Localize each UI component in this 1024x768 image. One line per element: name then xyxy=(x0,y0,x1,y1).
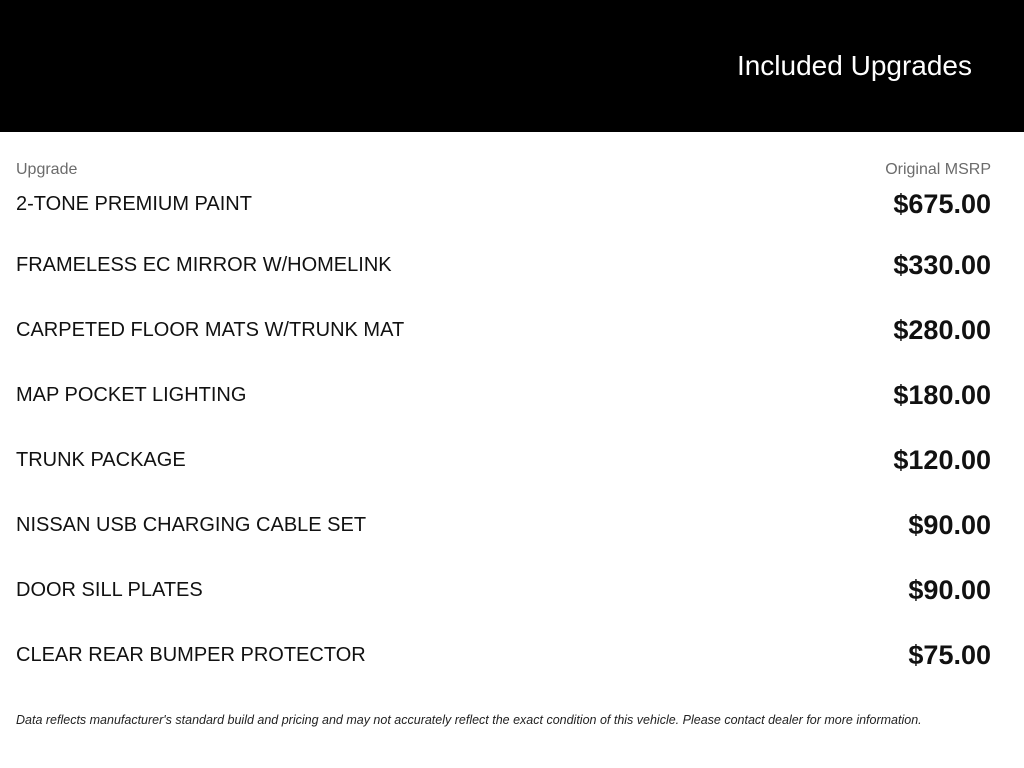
table-row xyxy=(16,427,991,492)
table-row xyxy=(16,297,991,362)
upgrade-price: $90.00 xyxy=(908,574,991,605)
column-header-msrp: Original MSRP xyxy=(885,161,991,178)
upgrade-price: $90.00 xyxy=(908,509,991,540)
upgrade-price: $280.00 xyxy=(893,314,991,345)
upgrade-name: CARPETED FLOOR MATS W/TRUNK MAT xyxy=(16,318,405,341)
table-row xyxy=(16,175,991,232)
upgrade-name: 2-TONE PREMIUM PAINT xyxy=(16,192,252,215)
upgrade-name: MAP POCKET LIGHTING xyxy=(16,383,247,406)
upgrade-price: $120.00 xyxy=(893,444,991,475)
upgrade-price: $180.00 xyxy=(893,379,991,410)
upgrade-price: $75.00 xyxy=(908,639,991,670)
upgrade-name: TRUNK PACKAGE xyxy=(16,448,186,471)
upgrades-table xyxy=(16,160,991,687)
table-row xyxy=(16,622,991,687)
table-row xyxy=(16,362,991,427)
table-row xyxy=(16,557,991,622)
column-header-upgrade: Upgrade xyxy=(16,161,78,178)
page-title: Included Upgrades xyxy=(736,50,972,81)
table-row xyxy=(16,492,991,557)
upgrade-name: DOOR SILL PLATES xyxy=(16,578,203,601)
upgrade-name: NISSAN USB CHARGING CABLE SET xyxy=(16,513,367,536)
table-body xyxy=(16,175,991,687)
header-banner xyxy=(0,0,1024,132)
upgrade-name: CLEAR REAR BUMPER PROTECTOR xyxy=(16,643,366,666)
upgrade-name: FRAMELESS EC MIRROR W/HOMELINK xyxy=(16,253,392,276)
upgrade-price: $675.00 xyxy=(893,188,991,219)
disclaimer-text: Data reflects manufacturer's standard build and pricing and may not accurately reflect the exact condition of this vehicle. Please contact dealer for more information. xyxy=(16,713,922,727)
table-row xyxy=(16,232,991,297)
upgrade-price: $330.00 xyxy=(893,249,991,280)
